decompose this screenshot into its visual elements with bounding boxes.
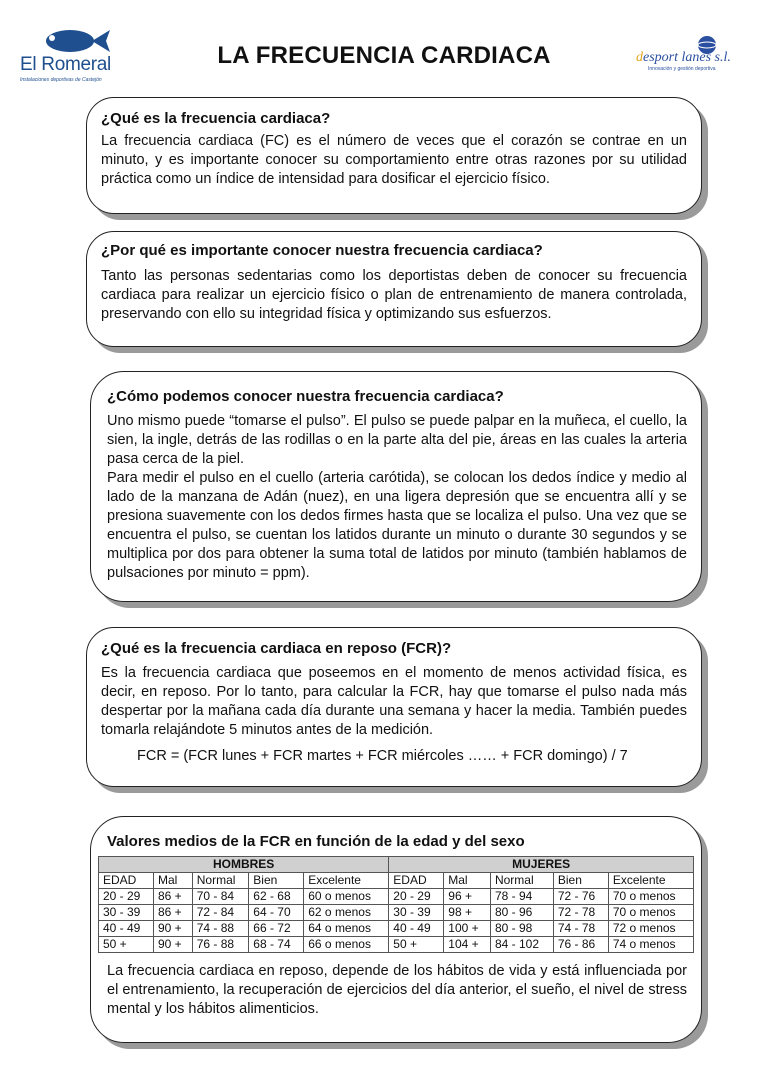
table-cell: 20 - 29 [99, 889, 154, 905]
column-header: Mal [444, 873, 491, 889]
section-paragraph: Tanto las personas sedentarias como los deportistas deben de conocer su frecuencia cardiaca para realizar un ejercicio físico o plan de entrenamiento de manera controlada, preservando con ello su integridad física y optimizando sus esfuerzos. [101, 268, 687, 322]
logo-right-name: esport lanes s.l. [643, 50, 731, 65]
table-cell: 86 + [153, 889, 192, 905]
table-cell: 86 + [153, 905, 192, 921]
table-row [99, 937, 694, 953]
section-heading: Valores medios de la FCR en función de la edad y del sexo [107, 833, 525, 850]
section-heading: ¿Qué es la frecuencia cardiaca? [101, 110, 331, 127]
column-header: Excelente [304, 873, 389, 889]
table-cell: 72 - 76 [553, 889, 608, 905]
section-heading: ¿Qué es la frecuencia cardiaca en reposo (FCR)? [101, 640, 452, 657]
table-cell: 68 - 74 [249, 937, 304, 953]
table-header-row [99, 873, 694, 889]
table-row [99, 905, 694, 921]
section-resting-rate [86, 627, 702, 787]
table-cell: 30 - 39 [99, 905, 154, 921]
table-cell: 50 + [389, 937, 444, 953]
group-men: HOMBRES [99, 857, 389, 873]
section-what-is [86, 97, 702, 214]
column-header: Mal [153, 873, 192, 889]
fcr-formula: FCR = (FCR lunes + FCR martes + FCR miércoles …… + FCR domingo) / 7 [137, 748, 628, 764]
logo-left-tagline: Instalaciones deportivas de Castejón [20, 77, 102, 83]
table-cell: 98 + [444, 905, 491, 921]
logo-left-brand: El Romeral [20, 54, 111, 75]
table-cell: 62 - 68 [249, 889, 304, 905]
table-cell: 90 + [153, 921, 192, 937]
section-paragraph: La frecuencia cardiaca (FC) es el número de veces que el corazón se contrae en un minuto, y es importante conocer su comportamiento entre otras razones por su utilidad práctica como un índice de intensidad para dosificar el ejercicio físico. [101, 133, 687, 187]
logo-right-prefix: d [636, 50, 643, 65]
table-cell: 64 - 70 [249, 905, 304, 921]
table-group-row [99, 857, 694, 873]
table-cell: 90 + [153, 937, 192, 953]
table-cell: 72 o menos [608, 921, 693, 937]
table-cell: 96 + [444, 889, 491, 905]
table-cell: 80 - 98 [490, 921, 553, 937]
column-header: Excelente [608, 873, 693, 889]
table-cell: 66 - 72 [249, 921, 304, 937]
column-header: EDAD [389, 873, 444, 889]
table-cell: 74 - 88 [192, 921, 249, 937]
table-cell: 70 o menos [608, 889, 693, 905]
table-cell: 30 - 39 [389, 905, 444, 921]
table-cell: 40 - 49 [389, 921, 444, 937]
table-cell: 62 o menos [304, 905, 389, 921]
table-cell: 50 + [99, 937, 154, 953]
table-cell: 80 - 96 [490, 905, 553, 921]
section-paragraph: Es la frecuencia cardiaca que poseemos en el momento de menos actividad física, es decir, en reposo. Por lo tanto, para calcular la FCR, hay que tomarse el pulso nada más despertar por la mañana cada día durante una semana y hacer la media. También puedes tomarla relajándote 5 minutos antes de la medición. [101, 665, 687, 738]
table-cell: 76 - 86 [553, 937, 608, 953]
fcr-table [98, 856, 694, 953]
table-cell: 78 - 94 [490, 889, 553, 905]
section-paragraph: Para medir el pulso en el cuello (arteria carótida), se colocan los dedos índice y medio al lado de la manzana de Adán (nuez), en una ligera depresión que se encuentra allí y se presiona suavemente con los dedos firmes hasta que se localiza el pulso. Una vez que se encuentra el pulso, se cuentan los latidos durante un minuto o durante 30 segundos y se multiplica por dos para obtener la suma total de latidos por minuto (también hablamos de pulsaciones por minuto = ppm). [107, 470, 687, 581]
column-header: Normal [490, 873, 553, 889]
table-cell: 104 + [444, 937, 491, 953]
table-cell: 60 o menos [304, 889, 389, 905]
logo-right-brand [636, 50, 731, 66]
table-cell: 70 o menos [608, 905, 693, 921]
section-how-to-measure [90, 371, 702, 602]
column-header: EDAD [99, 873, 154, 889]
section-heading: ¿Cómo podemos conocer nuestra frecuencia cardiaca? [107, 388, 504, 405]
table-cell: 40 - 49 [99, 921, 154, 937]
page-title: LA FRECUENCIA CARDIACA [217, 42, 551, 69]
table-cell: 74 o menos [608, 937, 693, 953]
column-header: Bien [249, 873, 304, 889]
section-why-important [86, 231, 702, 347]
column-header: Bien [553, 873, 608, 889]
table-cell: 66 o menos [304, 937, 389, 953]
table-cell: 74 - 78 [553, 921, 608, 937]
table-cell: 100 + [444, 921, 491, 937]
section-paragraph: Uno mismo puede “tomarse el pulso”. El pulso se puede palpar en la muñeca, el cuello, la sien, la ingle, detrás de las rodillas o en la parte alta del pie, áreas en las cuales la arteria pasa cerca de la piel. [107, 413, 687, 467]
column-header: Normal [192, 873, 249, 889]
section-paragraph: La frecuencia cardiaca en reposo, depende de los hábitos de vida y está influenciada por el entrenamiento, la recuperación de ejercicios del día anterior, el sueño, el nivel de stress mental y los hábitos alimenticios. [107, 963, 687, 1017]
table-cell: 76 - 88 [192, 937, 249, 953]
section-fcr-values [90, 816, 702, 1043]
table-cell: 64 o menos [304, 921, 389, 937]
table-row [99, 921, 694, 937]
desport-lanes-logo [636, 34, 746, 90]
table-cell: 70 - 84 [192, 889, 249, 905]
section-heading: ¿Por qué es importante conocer nuestra frecuencia cardiaca? [101, 242, 543, 259]
group-women: MUJERES [389, 857, 694, 873]
table-body [99, 889, 694, 953]
table-cell: 72 - 84 [192, 905, 249, 921]
logo-right-tagline: Innovación y gestión deportiva [648, 66, 716, 72]
table-row [99, 889, 694, 905]
table-cell: 84 - 102 [490, 937, 553, 953]
table-cell: 72 - 78 [553, 905, 608, 921]
table-cell: 20 - 29 [389, 889, 444, 905]
